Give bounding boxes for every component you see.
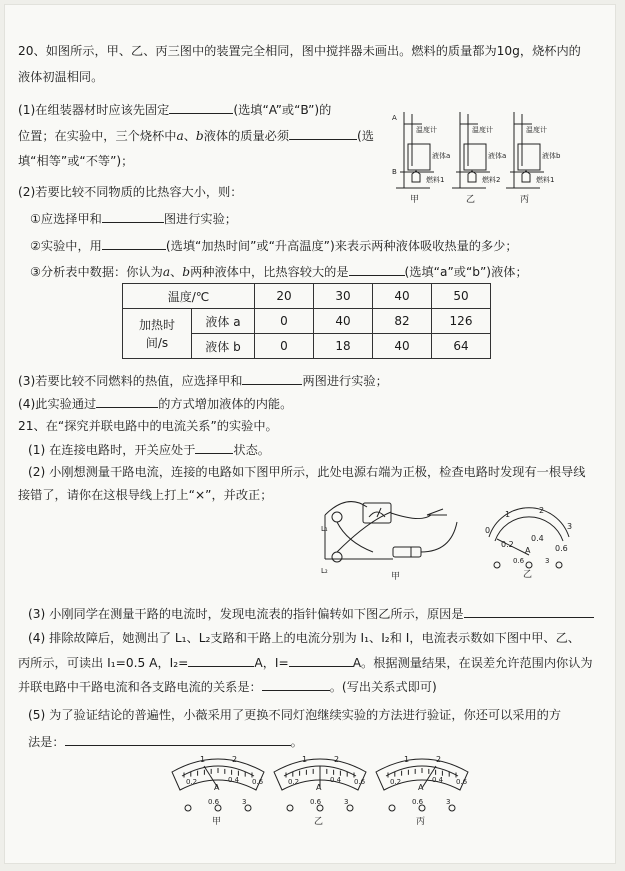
fig21-caption-jia: 甲 <box>391 572 401 582</box>
blank-q20-2-1[interactable] <box>102 210 164 223</box>
ammeter-scale-top: 1 <box>404 755 410 764</box>
table-row-header: 加热时 间/s <box>123 309 192 359</box>
scale-top-0: 0 <box>485 526 491 535</box>
fig20-label-B: B <box>392 168 397 176</box>
q21-part5-line2: 法是： 。 <box>28 735 303 749</box>
blank-q21-5[interactable] <box>65 733 291 746</box>
ammeter-unit-A: A <box>214 783 220 792</box>
blank-q21-1[interactable] <box>195 441 233 454</box>
blank-q21-4-I[interactable] <box>289 654 353 667</box>
blank-q20-4[interactable] <box>96 395 158 408</box>
table-cell-label: 液体 b <box>192 334 255 359</box>
q21-part4-line3: 并联电路中干路电流和各支路电流的关系是： 。(写出关系式即可) <box>18 680 437 694</box>
q21-ammeter-yi <box>475 503 585 578</box>
q21-part4-line2: 丙所示，可读出 I₁=0.5 A，I₂= A，I= A。根据测量结果，在误差允许范围内你认为 <box>18 656 593 670</box>
q21-part5-line1: (5) 为了验证结论的普遍性，小薇采用了更换不同灯泡继续实验的方法进行验证，你还可以采用的方 <box>28 708 562 722</box>
ammeter-scale-bottom: 0.4 <box>330 776 342 784</box>
blank-q21-4-relation[interactable] <box>262 678 330 691</box>
q20-part1-line1: (1)在组装器材时应该先固定 (选填“A”或“B”)的 <box>18 103 332 117</box>
q21-part1: (1) 在连接电路时，开关应处于 状态。 <box>28 443 270 457</box>
blank-q20-1-mass[interactable] <box>289 127 357 140</box>
fig20-fuel-1: 燃料1 <box>426 176 445 184</box>
blank-q20-2-3[interactable] <box>349 263 405 276</box>
ammeter-terminal-label: 3 <box>446 798 451 806</box>
fig21-label-L1: L₁ <box>321 525 328 533</box>
blank-q21-3[interactable] <box>464 605 594 618</box>
ammeter-scale-bottom: 0.2 <box>288 778 300 786</box>
table-header-cell: 温度/℃ <box>123 284 255 309</box>
ammeter-caption: 乙 <box>314 817 324 827</box>
fig20-liquid-1: 液体a <box>432 152 451 160</box>
table-row <box>123 284 491 309</box>
terminal-06: 0.6 <box>513 557 525 565</box>
blank-q20-3[interactable] <box>242 372 302 385</box>
table-cell: 40 <box>373 334 432 359</box>
fig20-label-A: A <box>392 114 397 122</box>
scale-bot-3: 0.6 <box>555 544 568 553</box>
q21-part2-line2: 接错了，请你在这根导线上打上“×”，并改正； <box>18 488 273 502</box>
ammeter-unit-A: A <box>316 783 322 792</box>
ammeter-scale-top: 1 <box>302 755 308 764</box>
q20-part2-2: ②实验中，用 (选填“加热时间”或“升高温度”)来表示两种液体吸收热量的多少； <box>30 239 518 253</box>
ammeter-scale-bottom: 0.6 <box>354 778 366 786</box>
ammeter-terminal-label: 0.6 <box>412 798 424 806</box>
blank-q20-2-2[interactable] <box>102 237 166 250</box>
scale-bot-2: 0.4 <box>531 534 544 543</box>
fig20-caption-bing: 丙 <box>520 195 530 205</box>
table-cell: 0 <box>255 309 314 334</box>
ammeter-scale-bottom: 0.2 <box>186 778 198 786</box>
ammeter-terminal <box>389 805 395 811</box>
fig20-thermometer-2: 温度计 <box>472 126 493 134</box>
ammeter-terminal-label: 0.6 <box>208 798 220 806</box>
q21-part2-line1: (2) 小刚想测量干路电流，连接的电路如下图甲所示，此处电源右端为正极，检查电路时发现有一根导线 <box>28 465 586 479</box>
table-cell: 82 <box>373 309 432 334</box>
fig20-liquid-2: 液体a <box>488 152 507 160</box>
data-table <box>122 283 491 359</box>
ammeter-terminal-label: 0.6 <box>310 798 322 806</box>
ammeter-scale-bottom: 0.2 <box>390 778 402 786</box>
ammeter-caption: 甲 <box>212 817 222 827</box>
ammeter-terminal <box>185 805 191 811</box>
scale-top-1: 1 <box>505 510 511 519</box>
table-cell: 30 <box>314 284 373 309</box>
ammeter-scale-bottom: 0.4 <box>432 776 444 784</box>
ammeter-caption: 丙 <box>416 817 426 827</box>
q20-stem-line2: 液体初温相同。 <box>18 70 104 84</box>
table-cell: 64 <box>432 334 491 359</box>
fig20-caption-jia: 甲 <box>410 195 420 205</box>
fig20-fuel-3: 燃料1 <box>536 176 555 184</box>
fig20-fuel-2: 燃料2 <box>482 176 501 184</box>
ammeter-scale-top: 1 <box>200 755 206 764</box>
table-cell: 20 <box>255 284 314 309</box>
fig20-thermometer-3: 温度计 <box>526 126 547 134</box>
q20-part1-line3: 填“相等”或“不等”)； <box>18 154 134 168</box>
q20-part1-line2: 位置；在实验中，三个烧杯中a、b液体的质量必须 (选 <box>18 129 374 143</box>
fig20-liquid-3: 液体b <box>542 152 561 160</box>
blank-q21-4-I2[interactable] <box>188 654 254 667</box>
ammeter-unit-A: A <box>418 783 424 792</box>
ammeter-scale-top: 2 <box>232 755 238 764</box>
ammeter-terminal-label: 3 <box>242 798 247 806</box>
terminal-3: 3 <box>545 557 550 565</box>
ammeter-scale-bottom: 0.6 <box>252 778 264 786</box>
q21-circuit-figure <box>315 497 470 585</box>
q21-part3: (3) 小刚同学在测量干路的电流时，发现电流表的指针偏转如下图乙所示，原因是 <box>28 605 594 622</box>
blank-q20-1-fix-first[interactable] <box>169 101 233 114</box>
scale-bot-1: 0.2 <box>501 540 514 549</box>
scale-top-2: 2 <box>539 506 545 515</box>
q20-part2-1: ①应选择甲和 图进行实验； <box>30 212 237 226</box>
table-cell: 50 <box>432 284 491 309</box>
ammeter-scale-bottom: 0.6 <box>456 778 468 786</box>
fig21-label-L2: L₂ <box>321 567 328 575</box>
q20-part3: (3)若要比较不同燃料的热值，应选择甲和 两图进行实验； <box>18 374 388 388</box>
q20-part2-3: ③分析表中数据：你认为a、b两种液体中，比热容较大的是 (选填“a”或“b”)液体； <box>30 265 528 279</box>
q21-three-ammeters <box>168 746 473 828</box>
table-cell-label: 液体 a <box>192 309 255 334</box>
ammeter-scale-top: 2 <box>436 755 442 764</box>
table-cell: 40 <box>373 284 432 309</box>
q20-part2-stem: (2)若要比较不同物质的比热容大小，则： <box>18 185 243 199</box>
ammeter-unit-A: A <box>525 546 531 555</box>
table-row <box>123 309 491 334</box>
table-cell: 18 <box>314 334 373 359</box>
q20-apparatus-figure <box>390 102 590 207</box>
fig20-thermometer-1: 温度计 <box>416 126 437 134</box>
table-cell: 126 <box>432 309 491 334</box>
ammeter-terminal <box>287 805 293 811</box>
table-cell: 40 <box>314 309 373 334</box>
ammeter-terminal-label: 3 <box>344 798 349 806</box>
q21-stem: 21、在“探究并联电路中的电流关系”的实验中。 <box>18 419 278 433</box>
scale-top-3: 3 <box>567 522 573 531</box>
fig21-caption-yi: 乙 <box>523 570 533 578</box>
q21-part4-line1: (4) 排除故障后，她测出了 L₁、L₂支路和干路上的电流分别为 I₁、I₂和 I，电流表示数如下图中甲、乙、 <box>28 631 580 645</box>
fig20-caption-yi: 乙 <box>466 195 476 205</box>
table-cell: 0 <box>255 334 314 359</box>
q20-part4: (4)此实验通过 的方式增加液体的内能。 <box>18 397 293 411</box>
q20-stem-line1: 20、如图所示，甲、乙、丙三图中的装置完全相同，图中搅拌器未画出。燃料的质量都为10g，烧杯内的 <box>18 44 581 58</box>
ammeter-scale-top: 2 <box>334 755 340 764</box>
ammeter-scale-bottom: 0.4 <box>228 776 240 784</box>
